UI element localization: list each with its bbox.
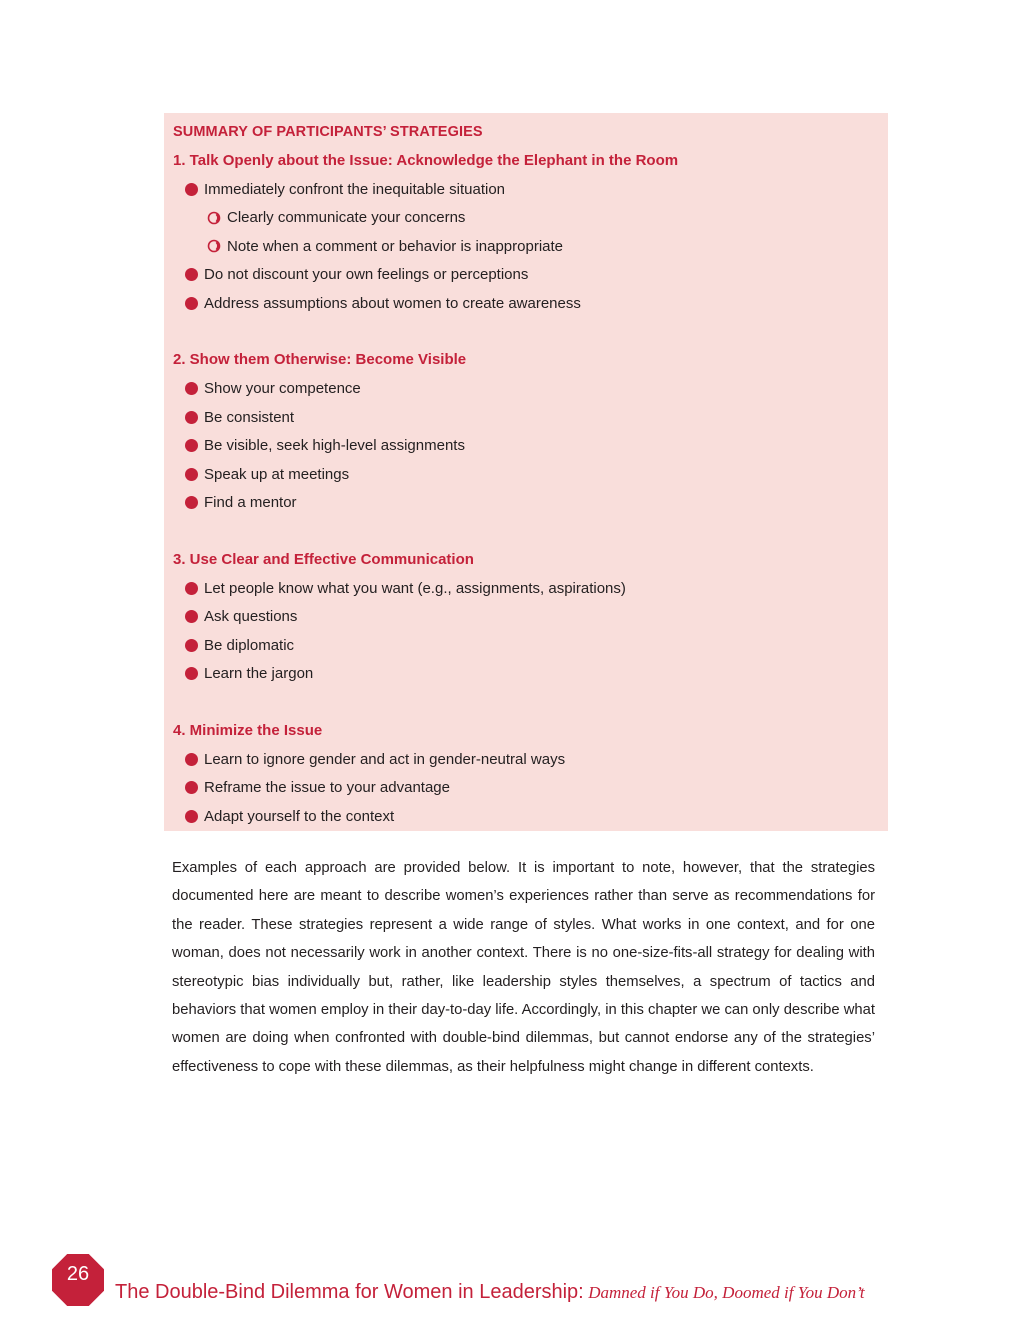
filled-circle-bullet-icon [185, 781, 198, 794]
list-item-text: Reframe the issue to your advantage [204, 779, 450, 797]
filled-circle-bullet-icon [185, 610, 198, 623]
section-heading: 4. Minimize the Issue [173, 721, 323, 739]
footer-title-main: The Double-Bind Dilemma for Women in Leadership: [115, 1281, 584, 1303]
list-item [173, 802, 878, 831]
filled-circle-bullet-icon [185, 268, 198, 281]
list-item [173, 745, 878, 774]
list-item-text: Be visible, seek high-level assignments [204, 437, 465, 455]
list-item [173, 489, 878, 518]
list-item [173, 375, 878, 404]
list-item [173, 261, 878, 290]
list-item [173, 574, 878, 603]
sub-list-item [173, 232, 878, 261]
list-item-text: Clearly communicate your concerns [227, 209, 466, 227]
running-footer [115, 1281, 865, 1304]
filled-circle-bullet-icon [185, 667, 198, 680]
filled-circle-bullet-icon [185, 753, 198, 766]
filled-circle-bullet-icon [185, 810, 198, 823]
list-item-text: Speak up at meetings [204, 465, 350, 483]
list-item-text: Adapt yourself to the context [204, 807, 395, 825]
list-item-text: Be consistent [204, 408, 295, 426]
filled-circle-bullet-icon [185, 582, 198, 595]
list-item-text: Learn to ignore gender and act in gender-neutral ways [204, 750, 566, 768]
filled-circle-bullet-icon [185, 439, 198, 452]
filled-circle-bullet-icon [185, 297, 198, 310]
list-item-text: Learn the jargon [204, 665, 314, 683]
section-heading: 1. Talk Openly about the Issue: Acknowledge the Elephant in the Room [173, 151, 679, 169]
list-item-text: Immediately confront the inequitable situation [204, 180, 506, 198]
list-item-text: Address assumptions about women to create awareness [204, 294, 581, 312]
list-item [173, 289, 878, 318]
filled-circle-bullet-icon [185, 382, 198, 395]
section-spacer [173, 318, 878, 347]
filled-circle-bullet-icon [185, 468, 198, 481]
list-item-text: Be diplomatic [204, 636, 295, 654]
list-item-text: Do not discount your own feelings or perceptions [204, 266, 529, 284]
body-paragraph: Examples of each approach are provided below. It is important to note, however, that the strategies documented here are meant to describe women’s experiences rather than serve as recommendations for the reader. These strategies represent a wide range of styles. What works in one context, and for one woman, does not necessarily work in another context. There is no one-size-fits-all strategy for dealing with stereotypic bias individually but, rather, like leadership styles themselves, a spectrum of tactics and behaviors that women employ in their day-to-day life. Accordingly, in this chapter we can only describe what women are doing when confronted with double-bind dilemmas, but cannot endorse any of the strategies’ effectiveness to cope with these dilemmas, as their helpfulness might change in different contexts. [172, 860, 875, 1075]
list-item [173, 660, 878, 689]
section-heading: 3. Use Clear and Effective Communication [173, 550, 474, 568]
filled-circle-bullet-icon [185, 183, 198, 196]
summary-title: SUMMARY OF PARTICIPANTS’ STRATEGIES [173, 124, 483, 140]
list-item [173, 774, 878, 803]
list-item-text: Note when a comment or behavior is inappropriate [227, 237, 564, 255]
footer-title-sub: Damned if You Do, Doomed if You Don’t [588, 1283, 865, 1302]
hollow-circle-bullet-icon [207, 211, 221, 225]
section-heading: 2. Show them Otherwise: Become Visible [173, 351, 467, 368]
list-item-text: Let people know what you want (e.g., assignments, aspirations) [204, 579, 626, 597]
section-spacer [173, 688, 878, 717]
filled-circle-bullet-icon [185, 639, 198, 652]
page-number-badge [52, 1254, 104, 1306]
sub-list-item [173, 204, 878, 233]
summary-content [173, 118, 878, 831]
list-item [173, 432, 878, 461]
page-number: 26 [66, 1263, 90, 1285]
filled-circle-bullet-icon [185, 496, 198, 509]
filled-circle-bullet-icon [185, 411, 198, 424]
hollow-circle-bullet-icon [207, 239, 221, 253]
list-item-text: Find a mentor [204, 494, 297, 512]
list-item [173, 631, 878, 660]
list-item-text: Ask questions [204, 608, 298, 626]
list-item-text: Show your competence [204, 380, 361, 398]
list-item [173, 403, 878, 432]
list-item [173, 460, 878, 489]
section-spacer [173, 517, 878, 546]
strategies-summary-box [164, 113, 888, 831]
list-item [173, 603, 878, 632]
list-item [173, 175, 878, 204]
